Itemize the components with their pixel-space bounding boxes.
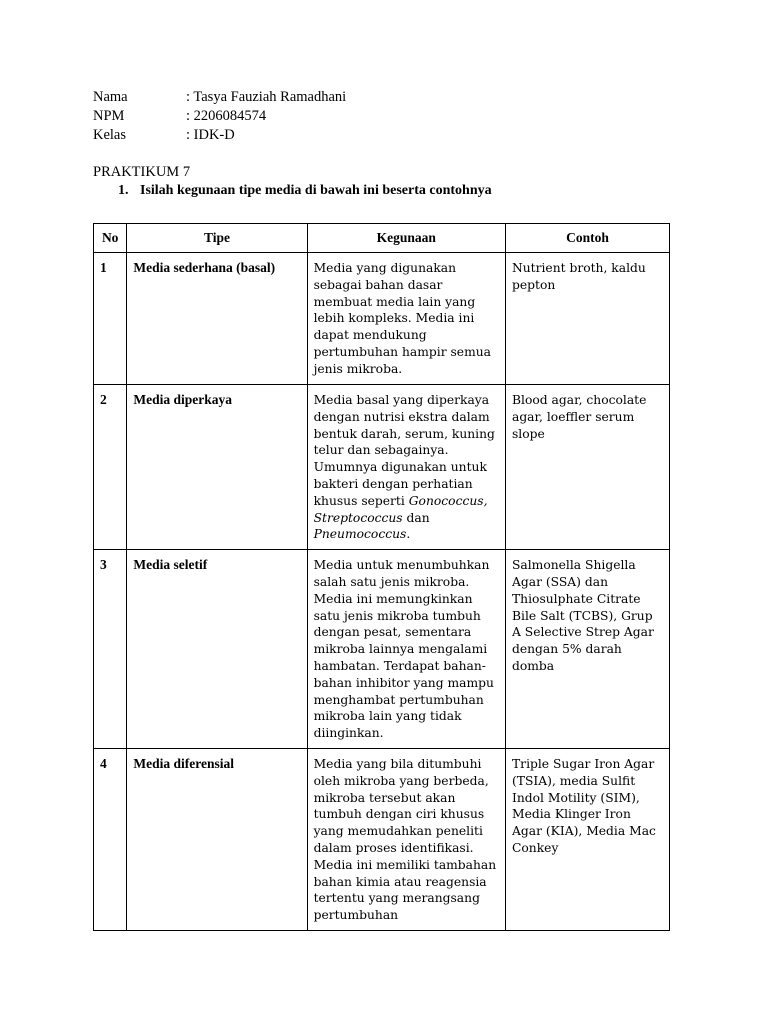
media-table bbox=[93, 223, 670, 931]
organism-name: Pneumococcus bbox=[313, 527, 407, 542]
info-value: : IDK-D bbox=[186, 127, 235, 143]
info-value: : Tasya Fauziah Ramadhani bbox=[186, 89, 347, 105]
table-row bbox=[94, 550, 670, 749]
cell-kegunaan bbox=[307, 385, 505, 550]
header-kegunaan: Kegunaan bbox=[307, 224, 505, 253]
student-info bbox=[93, 88, 346, 145]
cell-contoh: Triple Sugar Iron Agar (TSIA), media Sulfit Indol Motility (SIM), Media Klinger Iron Agar (KIA), Media Mac Conkey bbox=[505, 748, 669, 930]
cell-no: 3 bbox=[94, 550, 127, 749]
cell-no: 1 bbox=[94, 253, 127, 385]
kegunaan-conjunction: dan bbox=[402, 510, 430, 525]
organism-names: Gonococcus, Streptococcus bbox=[313, 493, 488, 525]
header-contoh: Contoh bbox=[505, 224, 669, 253]
info-row-kelas bbox=[93, 126, 346, 145]
header-tipe: Tipe bbox=[127, 224, 307, 253]
table-header-row bbox=[94, 224, 670, 253]
header-no: No bbox=[94, 224, 127, 253]
info-row-nama bbox=[93, 88, 346, 107]
cell-no: 2 bbox=[94, 385, 127, 550]
info-value: : 2206084574 bbox=[186, 108, 267, 124]
info-row-npm bbox=[93, 107, 346, 126]
cell-kegunaan: Media untuk menumbuhkan salah satu jenis mikroba. Media ini memungkinkan satu jenis mikroba tumbuh dengan pesat, sementara mikroba lainnya mengalami hambatan. Terdapat bahan-bahan inhibitor yang mampu menghambat pertumbuhan mikroba lain yang tidak diinginkan. bbox=[307, 550, 505, 749]
info-label: Kelas bbox=[93, 127, 127, 143]
question bbox=[118, 183, 492, 199]
kegunaan-text: Media basal yang diperkaya dengan nutrisi ekstra dalam bentuk darah, serum, kuning telur dan sebagainya. Umumnya digunakan untuk bakteri dengan perhatian khusus seperti bbox=[313, 393, 495, 508]
cell-no: 4 bbox=[94, 748, 127, 930]
cell-kegunaan: Media yang bila ditumbuhi oleh mikroba yang berbeda, mikroba tersebut akan tumbuh dengan ciri khusus yang memudahkan peneliti dalam proses identifikasi. Media ini memiliki tambahan bahan kimia atau reagensia tertentu yang merangsang pertumbuhan bbox=[307, 748, 505, 930]
document-title: PRAKTIKUM 7 bbox=[93, 164, 191, 180]
cell-tipe: Media diferensial bbox=[127, 748, 307, 930]
table-row bbox=[94, 748, 670, 930]
table-row bbox=[94, 385, 670, 550]
cell-tipe: Media sederhana (basal) bbox=[127, 253, 307, 385]
cell-contoh: Blood agar, chocolate agar, loeffler serum slope bbox=[505, 385, 669, 550]
info-label: Nama bbox=[93, 89, 128, 105]
question-text: Isilah kegunaan tipe media di bawah ini beserta contohnya bbox=[140, 183, 492, 198]
question-number: 1. bbox=[118, 183, 129, 198]
cell-kegunaan: Media yang digunakan sebagai bahan dasar membuat media lain yang lebih kompleks. Media ini dapat mendukung pertumbuhan hampir semua jenis mikroba. bbox=[307, 253, 505, 385]
kegunaan-period: . bbox=[406, 527, 411, 542]
table-row bbox=[94, 253, 670, 385]
cell-tipe: Media seletif bbox=[127, 550, 307, 749]
info-label: NPM bbox=[93, 108, 125, 124]
cell-contoh: Nutrient broth, kaldu pepton bbox=[505, 253, 669, 385]
cell-contoh: Salmonella Shigella Agar (SSA) dan Thiosulphate Citrate Bile Salt (TCBS), Grup A Selective Strep Agar dengan 5% darah domba bbox=[505, 550, 669, 749]
cell-tipe: Media diperkaya bbox=[127, 385, 307, 550]
